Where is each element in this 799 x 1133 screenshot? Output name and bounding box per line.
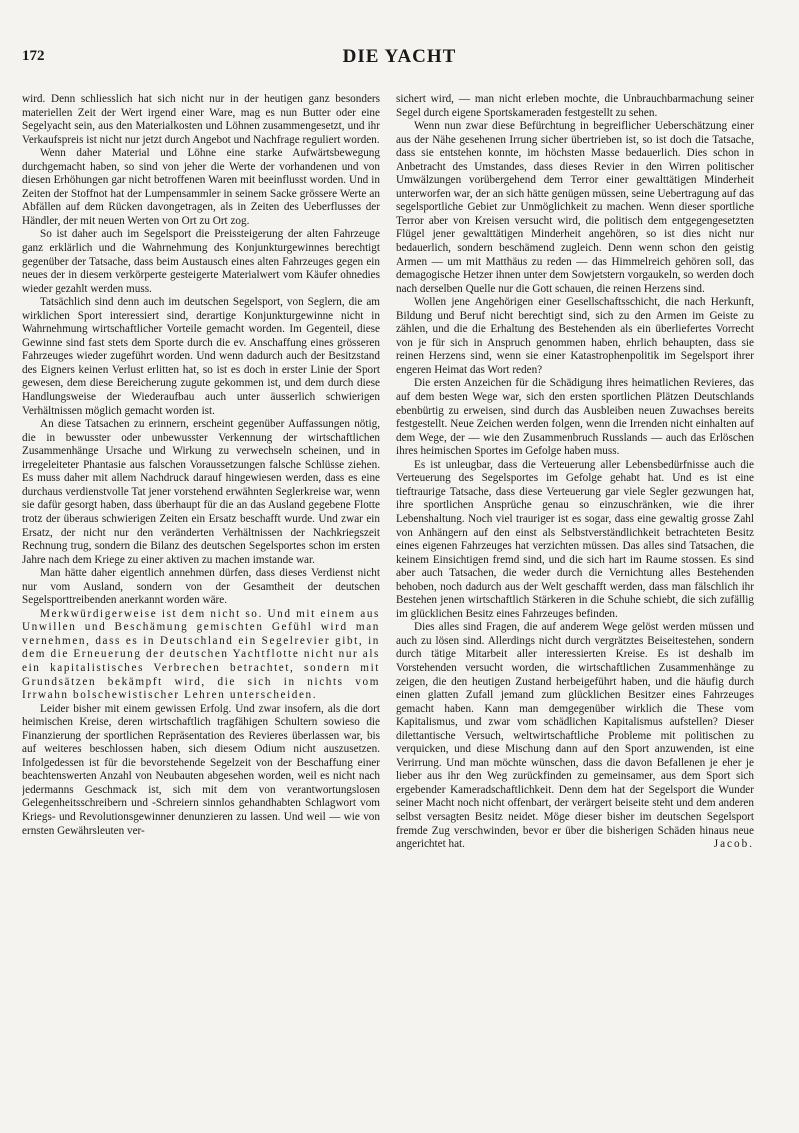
right-column <box>396 93 754 1103</box>
running-title: DIE YACHT <box>342 46 457 67</box>
left-column <box>22 93 380 1103</box>
paragraph: sichert wird, — man nicht erleben mochte, die Unbrauchbarmachung seiner Segel durch eigene Sportskameraden festgestellt zu sehen. <box>396 93 754 119</box>
paragraph: Wenn nun zwar diese Befürchtung in begreiflicher Ueberschätzung einer aus der Nähe gesehenen Irrung sicher übertrieben ist, so ist doch die Tatsache, dass sie entstehen konnte, im höchsten Masse bedauerlich. Dies schon in Anbetracht des Umstandes, dass dieses Revier in den Wirren politischer Umwälzungen vorübergehend dem Terror einer gewalttätigen Minderheit unterworfen war, der an sich hätte genügen müssen, seine Uebertragung auf das segelsportliche Gebiet zur Unmöglichkeit zu machen. Wenn dieser sportliche Terror aber von Kreisen versucht wird, die politisch dem entgegengesetzten Flügel jener gewalttätigen Minderheit angehören, so ist dies nicht nur bedauerlich, sondern beschämend zugleich. Denn wenn schon den geistig Armen — um mit Matthäus zu reden — das Himmelreich gehören soll, das demagogische Hetzer ihnen unter dem Sowjetstern vorgaukeln, so werden doch nach derselben Quelle nur die Gott schauen, die reinen Herzens sind. <box>396 120 754 295</box>
paragraph: Die ersten Anzeichen für die Schädigung ihres heimatlichen Revieres, das auf dem besten Wege war, sich den ersten sportlichen Plätzen Deutschlands ebenbürtig zu erweisen, sind durch das Ausbleiben neuen Zuwachses bereits festgestellt. Neue Zeichen werden folgen, wenn die Irrenden nicht einhalten auf dem Wege, der — wie den Zusammenbruch Russlands — auch das Erlöschen ihres heimischen Sportes im Gefolge haben muss. <box>396 377 754 458</box>
page-header <box>22 48 777 70</box>
paragraph: An diese Tatsachen zu erinnern, erscheint gegenüber Auffassungen nötig, die in bewusster oder unbewusster Verkennung der wirtschaftlichen Zusammenhänge Ursache und Wirkung zu verwechseln scheinen, und in irregeleiteter Phantasie aus falschen Voraussetzungen falsche Schlüsse ziehen. Es muss daher mit allem Nachdruck darauf hingewiesen werden, dass es eine durchaus verdienstvolle Tat jener vorstehend erwähnten Seglerkreise war, wenn sie dafür gesorgt haben, dass überhaupt für die an das Ausland gegebene Flotte trotz der überaus schwierigen Zeiten ein Ersatz beschafft wurde. Und zwar ein Ersatz, der nicht nur den veränderten Verhältnissen der Nachkriegszeit Rechnung trug, sondern die Bilanz des deutschen Segelsportes schon im ersten Jahre nach dem Kriege zu einer aktiven zu machen imstande war. <box>22 418 380 566</box>
paragraph-emphasis: Merkwürdigerweise ist dem nicht so. Und mit einem aus Unwillen und Beschämung gemischten Gefühl wird man vernehmen, dass es in Deutschland ein Segelrevier gibt, in dem die Erneuerung der deutschen Yachtflotte nicht nur als ein kapitalistisches Verbrechen betrachtet, sondern mit Grundsätzen bekämpft wird, die sich in nichts vom Irrwahn bolschewistischer Lehren unterscheiden. <box>22 607 380 702</box>
author-signature: Jacob. <box>713 838 754 851</box>
paragraph: Es ist unleugbar, dass die Verteuerung aller Lebensbedürfnisse auch die Verteuerung des Segelsportes im Gefolge gehabt hat. Und es ist eine tieftraurige Tatsache, dass diese Verteuerung gar viele Segler gezwungen hat, ihre sportlichen Ansprüche genau so einzuschränken, wie die ihrer Lebenshaltung. Noch viel trauriger ist es sogar, dass eine gewaltig grosse Zahl von Anhängern auf den einst als Selbstverständlichkeit betrachteten Besitz eines eigenen Fahrzeuges hat verzichten müssen. Das alles sind Tatsachen, die keinem Einsichtigen fremd sind, und die sich hart im Raume stossen. Es sind aber auch Tatsachen, die weder durch die Vernichtung alles Bestehenden behoben, noch dadurch aus der Welt geschafft werden, dass man fälschlich ihr Bestehen jenen wirtschaftlich Stärkeren in die Schuhe schiebt, die sich zufällig im glücklichen Besitz eines Fahrzeuges befinden. <box>396 458 754 620</box>
article-body <box>22 93 786 1103</box>
paragraph: So ist daher auch im Segelsport die Preissteigerung der alten Fahrzeuge ganz erklärlich und die Wahrnehmung des Konjunkturgewinnes berechtigt gegenüber der Tatsache, dass beim Austausch eines alten Fahrzeuges gegen ein neues der in diesem verkörperte gesteigerte Materialwert vom Käufer ohnedies wieder gezahlt werden muss. <box>22 228 380 295</box>
paragraph: Tatsächlich sind denn auch im deutschen Segelsport, von Seglern, die am wirklichen Sport interessiert sind, derartige Konjunkturgewinne nicht in Wahrnehmung wirtschaftlicher Vorteile gemacht worden. Im Gegenteil, diese Gewinne sind fast stets dem Sporte durch die ev. Anschaffung eines grösseren Fahrzeuges wieder zugeführt worden. Und wenn dadurch auch der Besitzstand des Eigners keinen Verlust erlitten hat, so ist es doch in erster Linie der Sport gewesen, dem diese Bereicherung zugute gekommen ist, und dem durch diese Handlungsweise der Wiederaufbau auch unter äusserlich schwierigen Verhältnissen möglich gemacht worden ist. <box>22 296 380 417</box>
paragraph: Dies alles sind Fragen, die auf anderem Wege gelöst werden müssen und auch zu lösen sind. Allerdings nicht durch vergrätztes Beiseitestehen, sondern durch tätige Mitarbeit aller interessierten Kreise. Es ist deshalb im Vorstehenden versucht worden, die wirtschaftlichen Zusammenhänge zu zeigen, die den heutigen Zustand herbeigeführt haben, und die häufig durch einen glatten Zufall jemand zum glücklichen Besitzer eines Fahrzeuges gemacht haben. Kann man demgegenüber wirklich die These vom Kapitalismus, und zwar vom schädlichen Kapitalismus aufstellen? Dieser dilettantische Versuch, weltwirtschaftliche Probleme mit politischen zu verquicken, und diese Mischung dann auf den Sport anzuwenden, ist eine Verirrung. Und man möchte wünschen, dass die davon Befallenen je eher je lieber aus ihr den Weg zurückfinden zu gemeinsamer, aus dem Sport sich ergebender Kameradschaftlichkeit. Denn dem hat der Segelsport die Wunder seiner Macht noch nicht offenbart, der verärgert beiseite steht und dem anderen selbst versagten Besitz neidet. Möge dieser bisher im deutschen Segelsport fremde Zug verschwinden, bevor er über die bisherigen Schäden hinaus neue angerichtet hat. <box>396 621 754 851</box>
paragraph: Wollen jene Angehörigen einer Gesellschaftsschicht, die nach Herkunft, Bildung und Beruf nicht berechtigt sind, sich zu den Armen im Geiste zu zählen, und die die Erhaltung des Bestehenden als ein überliefertes Vorrecht von je für sich in Anspruch genommen haben, ehrlich behaupten, dass sie reinen Herzens sind, wenn sie einer Katastrophenpolitik im Segelsport ihrer engeren Heimat das Wort reden? <box>396 296 754 376</box>
page-number: 172 <box>22 48 45 64</box>
paragraph: Leider bisher mit einem gewissen Erfolg. Und zwar insofern, als die dort heimischen Kreise, deren wirtschaftlich tragfähigen Schultern sowieso die Finanzierung der sportlichen Repräsentation des Revieres überlassen war, bis auf weiteres beschlossen haben, sich diesem Odium nicht auszusetzen. Infolgedessen ist für die bevorstehende Segelzeit von der Beschaffung einer beachtenswerten Anzahl von Neubauten abgesehen worden, weil es nicht nach jedermanns Geschmack ist, sich mit dem von verantwortungslosen Gelegenheitsschreibern und -Schreiern sinnlos gehandhabten Schlagwort vom Kriegs- und Revolutionsgewinner denunzieren zu lassen. Und weil — wie von ernsten Gewährsleuten ver- <box>22 702 380 837</box>
paragraph: Man hätte daher eigentlich annehmen dürfen, dass dieses Verdienst nicht nur vom Ausland, sondern von der Gesamtheit der deutschen Segelsporttreibenden anerkannt worden wäre. <box>22 567 380 607</box>
paragraph: Wenn daher Material und Löhne eine starke Aufwärtsbewegung durchgemacht haben, so sind von jeher die Werte der vorhandenen und von diesen Erhöhungen gar nicht betroffenen Waren mit beeinflusst worden. Und in Zeiten der Stoffnot hat der Lumpensammler in seinem Sacke grössere Werte an Abfällen auf dem Rücken davongetragen, als in Zeiten des Ueberflusses der Händler, der mit neuen Werten von Ort zu Ort zog. <box>22 147 380 227</box>
paragraph: wird. Denn schliesslich hat sich nicht nur in der heutigen ganz besonders materiellen Zeit der Wert irgend einer Ware, mag es nun Butter oder eine Segelyacht sein, aus den Materialkosten und Löhnen zusammengesetzt, und ihr Verkaufspreis ist nicht nur jetzt durch Angebot und Nachfrage reguliert worden. <box>22 93 380 146</box>
